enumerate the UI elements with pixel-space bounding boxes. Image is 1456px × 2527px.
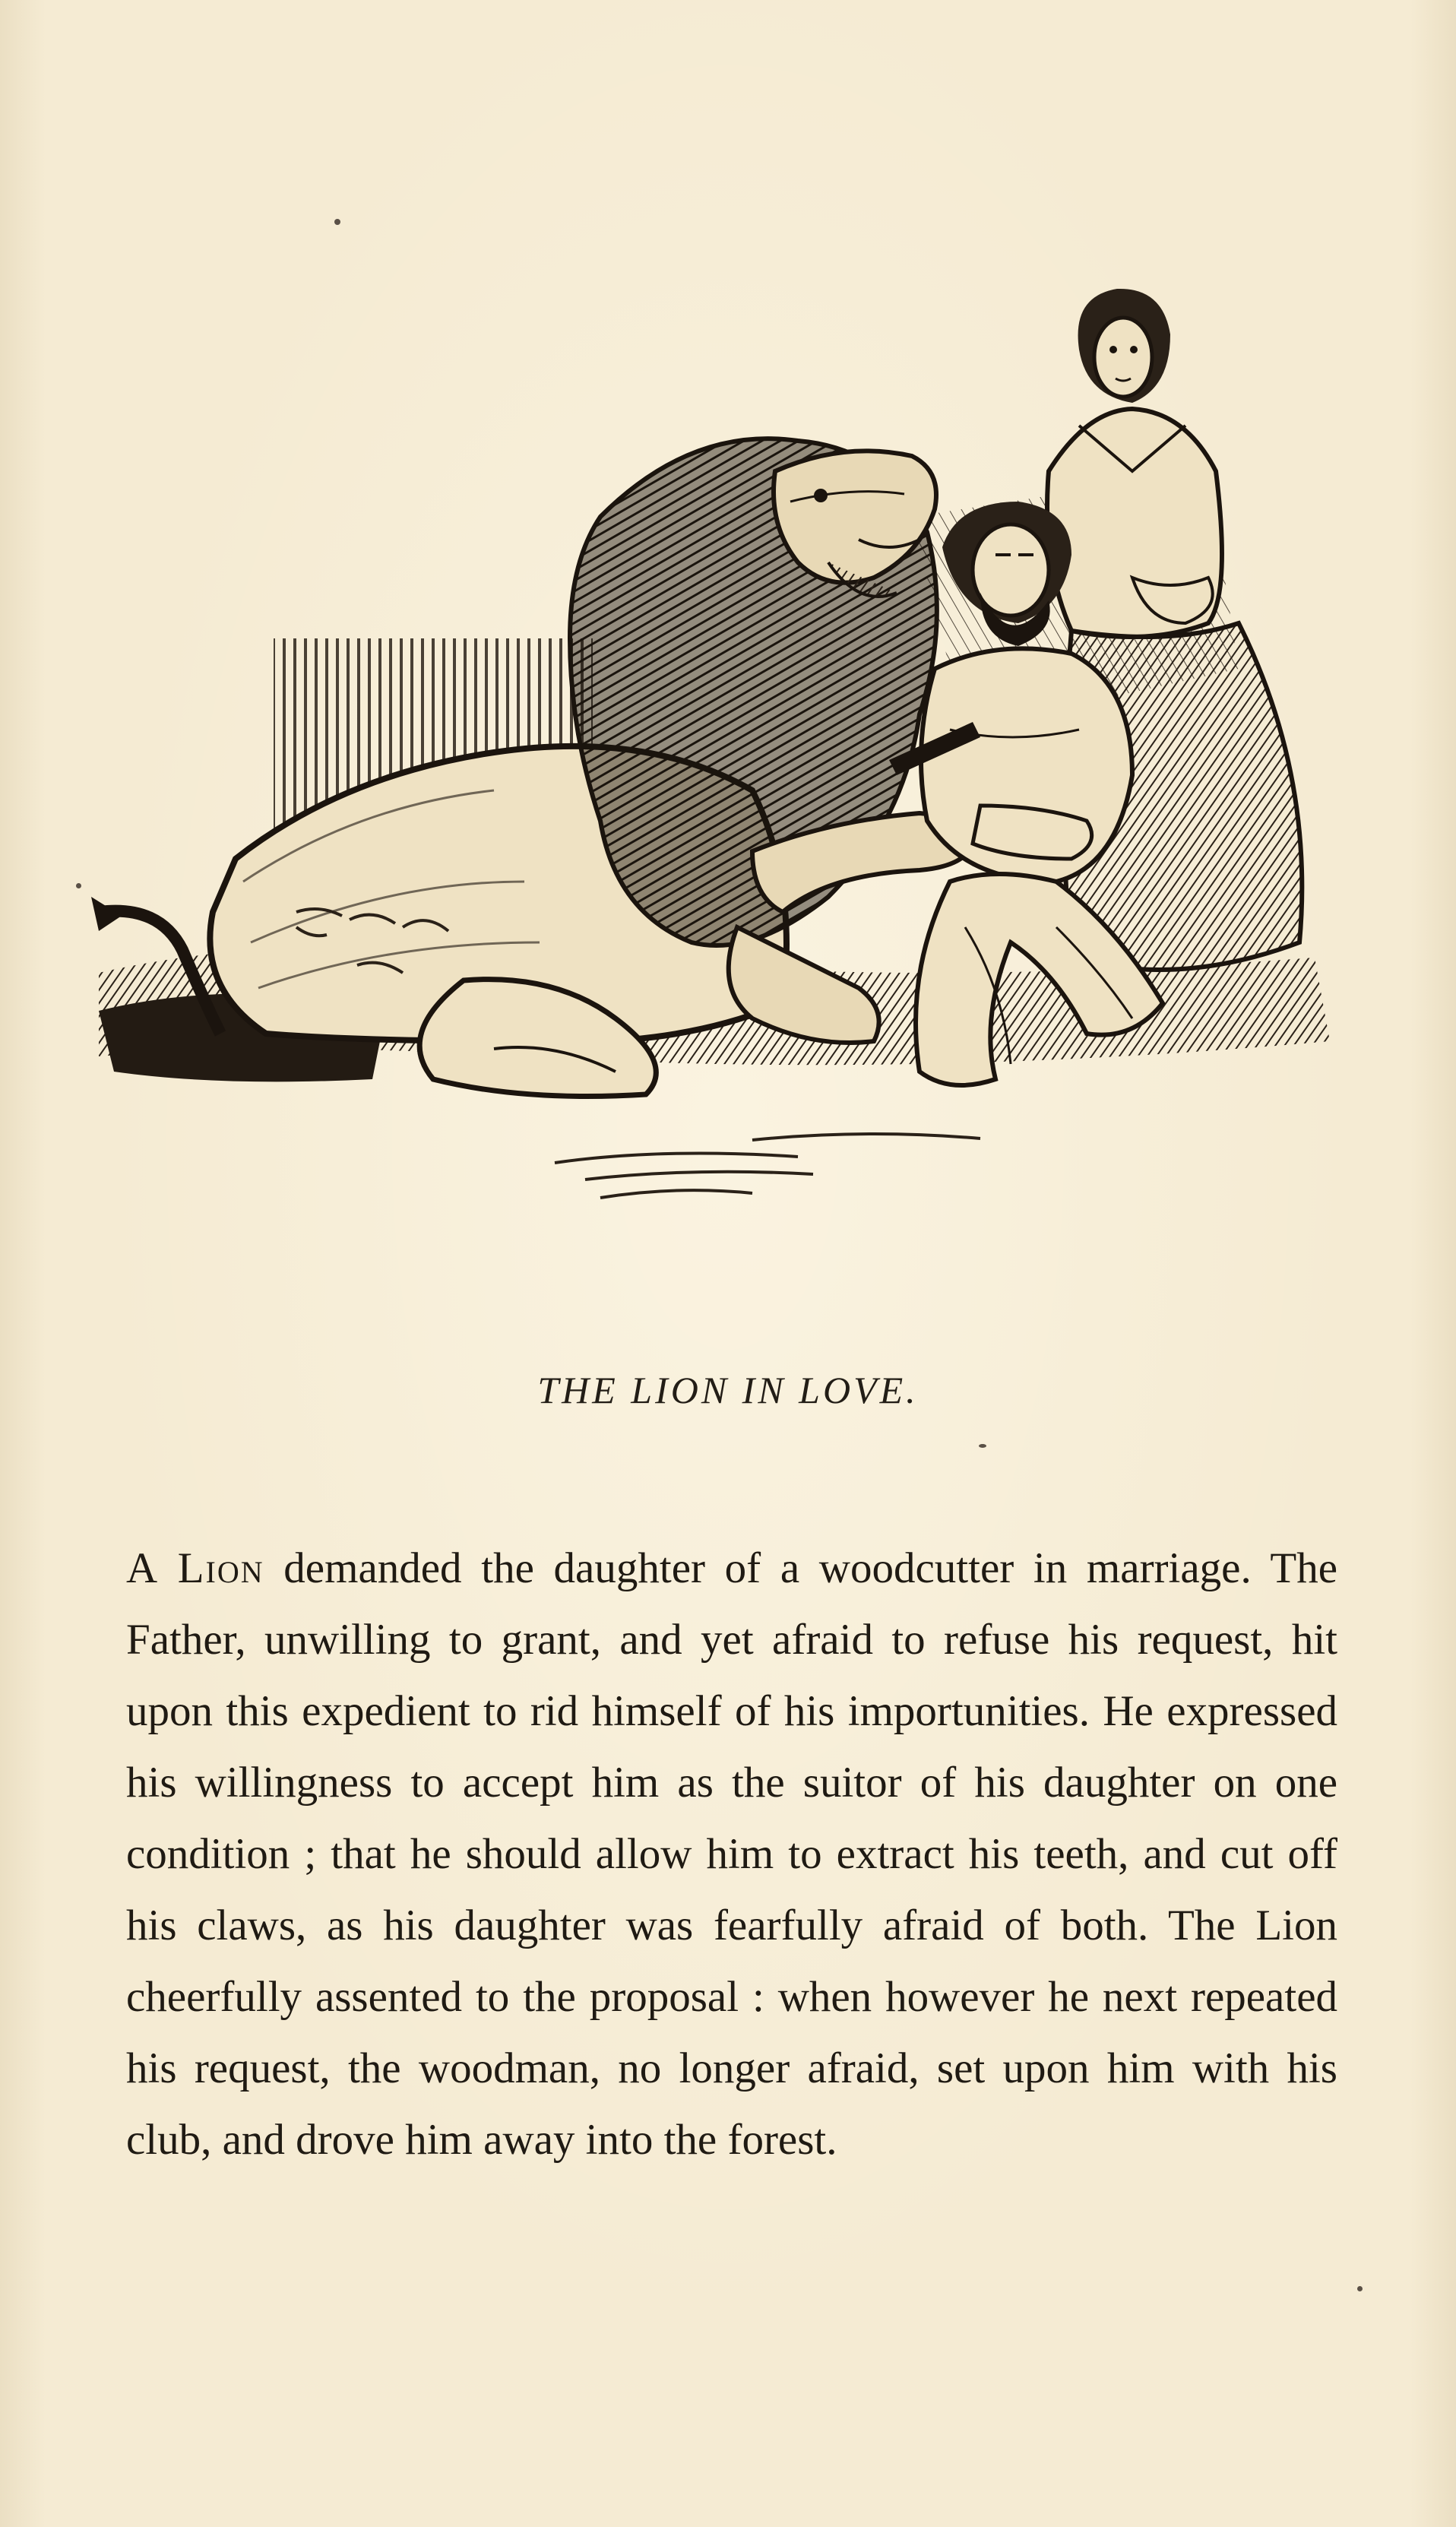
fable-lead-word: A Lion (126, 1544, 264, 1592)
fable-paragraph (126, 1533, 1337, 2176)
fable-body: demanded the daughter of a woodcutter in marriage. The Father, unwilling to grant, and yet afraid to refuse his request, hit upon this expedient to rid himself of his importunities. He expressed his willingness to accept him as the suitor of his daughter on one condition ; that he should allow him to extract his teeth, and cut off his claws, as his daughter was fearfully afraid of both. The Lion cheerfully assented to the proposal : when however he next repeated his request, the woodman, no longer afraid, set upon him with his club, and drove him away into the forest. (126, 1544, 1337, 2164)
lion-in-love-illustration (68, 198, 1391, 1231)
illustration-caption: THE LION IN LOVE. (537, 1369, 919, 1411)
paper-speck (979, 1444, 986, 1448)
paper-speck (1357, 2286, 1363, 2291)
